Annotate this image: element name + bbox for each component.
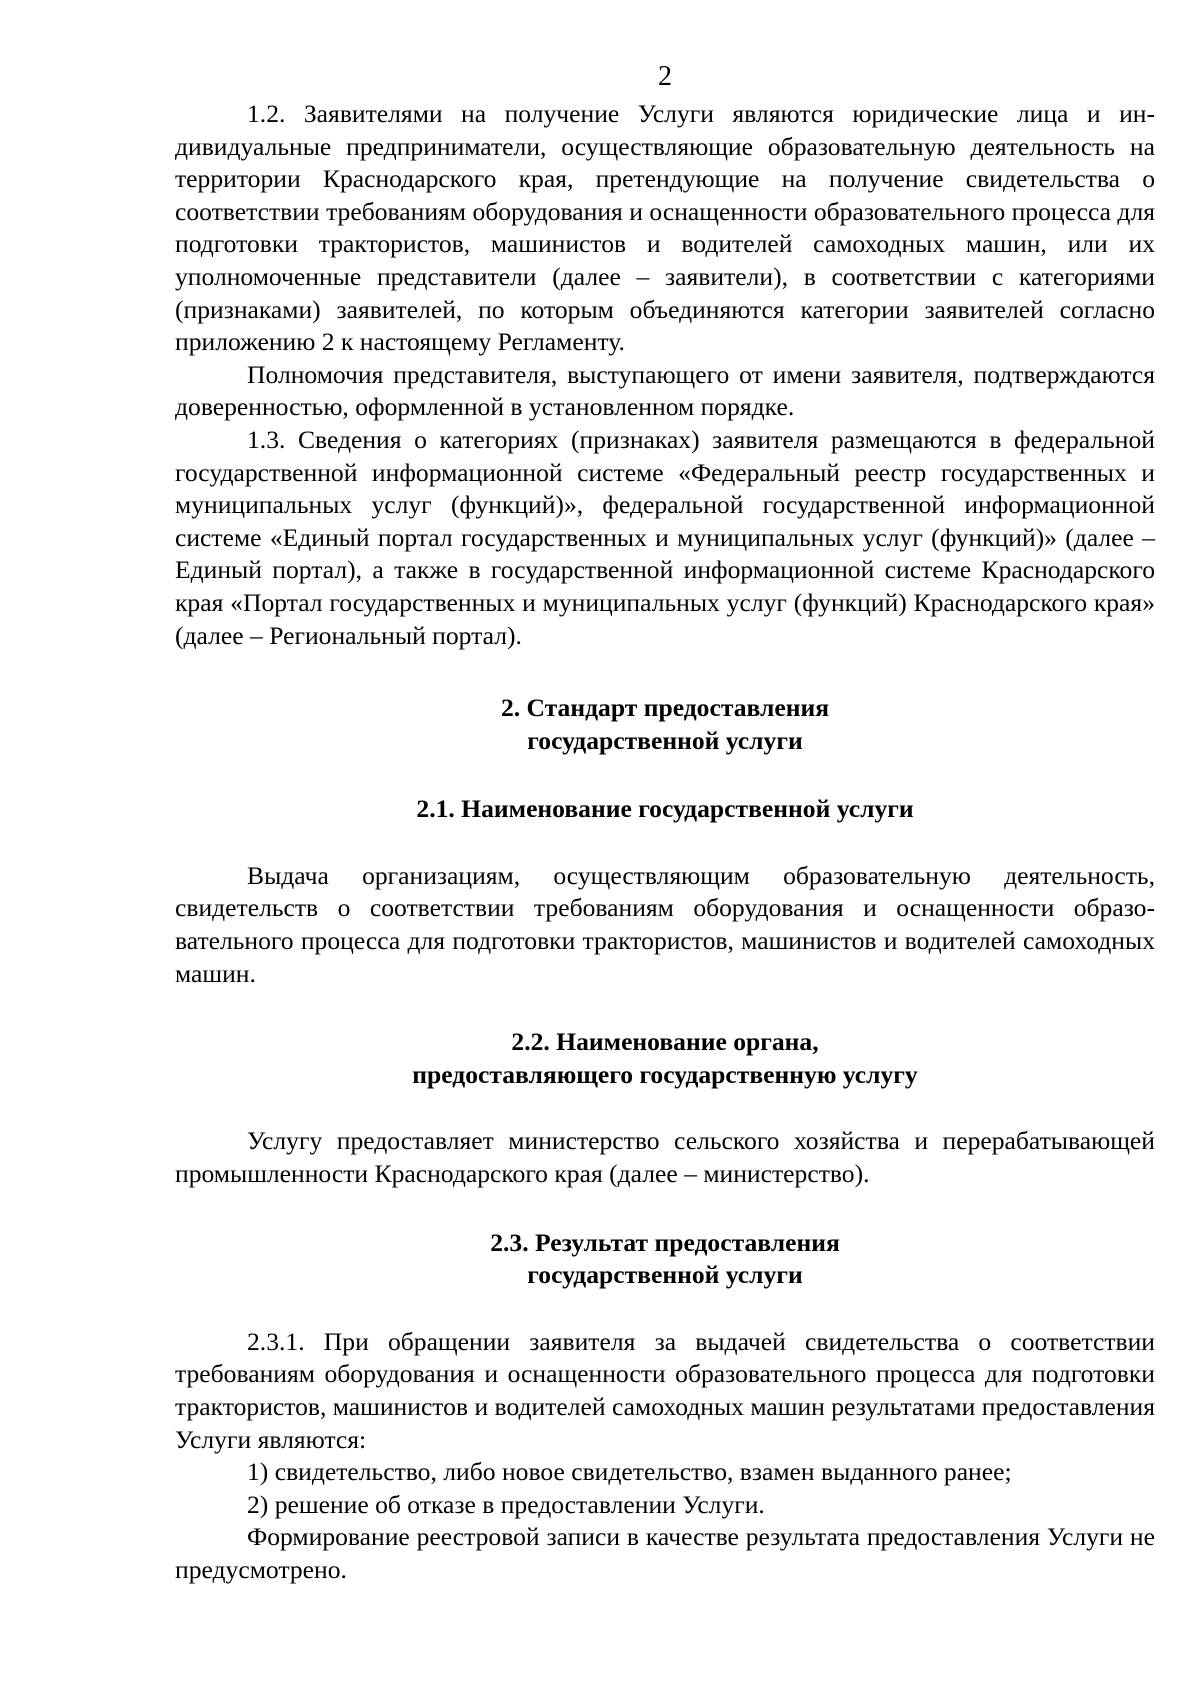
document-page [175, 60, 1155, 1587]
paragraph-1-3: 1.3. Сведения о категориях (признаках) заявителя размещаются в федеральной государственной информационной системе «Федеральный реестр государственных и муниципальных услуг (функций)», федеральной государственной информационной системе «Единый портал государственных и муниципальных услуг (функций)» (далее – Единый портал), а также в государственной информационной системе Краснодарского края «Портал государственных и муниципальных услуг (функций) Краснодарского края» (далее – Региональный портал). [175, 424, 1155, 650]
subsection-2-3-title-line-2: государственной услуги [527, 1260, 803, 1290]
result-item-2: 2) решение об отказе в предоставлении Услуги. [247, 1489, 765, 1519]
result-item-1: 1) свидетельство, либо новое свидетельство, взамен выданного ранее; [247, 1457, 1012, 1487]
section-2-heading [175, 692, 1155, 757]
paragraph-representative-authority: Полномочия представителя, выступающего от имени заявителя, подтверждаются доверенностью, оформленной в установленном порядке. [175, 359, 1155, 422]
subsection-2-1-text: Выдача организациям, осуществляющим образовательную деятельность, свидетельств о соответствии требованиям оборудования и оснащенности образовательного процесса для подготовки трактористов, машинистов и водителей самоходных машин. [175, 860, 1155, 988]
section-2-title-line-2: государственной услуги [527, 725, 803, 755]
paragraph-2-3-1: 2.3.1. При обращении заявителя за выдачей свидетельства о соответствии требованиям оборудования и оснащенности образовательного процесса для подготовки трактористов, машинистов и водителей самоходных машин результатами предоставления Услуги являются: [175, 1326, 1156, 1454]
subsection-2-3-title-line-1: 2.3. Результат предоставления [490, 1227, 840, 1257]
paragraph-1-2: 1.2. Заявителями на получение Услуги являются юридические лица и индивидуальные предприниматели, осуществляющие образовательную деятельность на территории Краснодарского края, претендующие на получение свидетельства о соответствии требованиям оборудования и оснащенности образовательного процесса для подготовки трактористов, машинистов и водителей самоходных машин, или их уполномоченные представители (далее – заявители), в соответствии с категориями (признаками) заявителей, по которым объединяются категории заявителей согласно приложению 2 к настоящему Регламенту. [175, 99, 1155, 357]
paragraph-registry-record: Формирование реестровой записи в качестве результата предоставления Услуги не предусмотрено. [175, 1522, 1155, 1584]
section-2-title-line-1: 2. Стандарт предоставления [500, 693, 830, 723]
subsection-2-1-heading: 2.1. Наименование государственной услуги [416, 794, 914, 824]
subsection-2-2-title-line-2: предоставляющего государственную услугу [412, 1059, 918, 1089]
subsection-2-2-title-line-1: 2.2. Наименование органа, [511, 1027, 819, 1057]
subsection-2-2-heading [175, 1026, 1155, 1091]
subsection-2-3-heading [175, 1227, 1155, 1292]
page-number: 2 [658, 61, 672, 92]
subsection-2-2-text: Услугу предоставляет министерство сельского хозяйства и перерабатывающей промышленности Краснодарского края (далее – министерство). [175, 1126, 1155, 1189]
